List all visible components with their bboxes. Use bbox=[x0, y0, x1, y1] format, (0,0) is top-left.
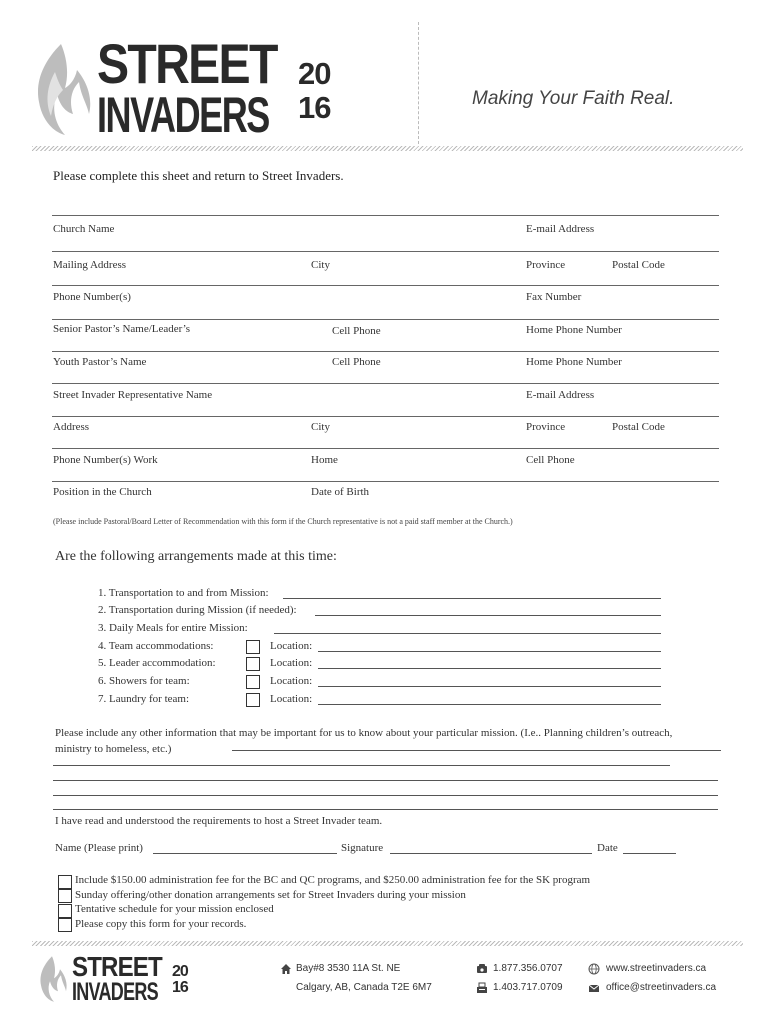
location-line[interactable] bbox=[318, 651, 661, 652]
footer-flame-logo-icon bbox=[38, 955, 68, 1003]
city-label[interactable]: City bbox=[311, 259, 330, 271]
home-icon bbox=[280, 963, 292, 975]
other-info-line[interactable] bbox=[232, 750, 721, 751]
laundry-checkbox[interactable] bbox=[246, 693, 260, 707]
field-line bbox=[52, 481, 719, 482]
email-label[interactable]: E-mail Address bbox=[526, 223, 595, 235]
rep-name-label[interactable]: Street Invader Representative Name bbox=[53, 389, 213, 401]
arrangement-item: 1. Transportation to and from Mission: bbox=[98, 587, 269, 599]
other-info-line[interactable] bbox=[53, 809, 718, 810]
province-label[interactable]: Province bbox=[526, 259, 566, 271]
other-info-line[interactable] bbox=[53, 795, 718, 796]
location-line[interactable] bbox=[318, 704, 661, 705]
youth-cell-phone-label[interactable]: Cell Phone bbox=[332, 356, 381, 368]
phone-numbers-label[interactable]: Phone Number(s) bbox=[53, 291, 131, 303]
arrangement-item: 4. Team accommodations: bbox=[98, 640, 214, 652]
header-separator bbox=[32, 146, 743, 151]
flame-logo-icon bbox=[33, 42, 93, 137]
admin-fee-text: Include $150.00 administration fee for the BC and QC programs, and $250.00 administration fee for the SK program bbox=[75, 874, 591, 886]
showers-checkbox[interactable] bbox=[246, 675, 260, 689]
schedule-text: Tentative schedule for your mission enclosed bbox=[75, 903, 274, 915]
footer-logo-street-text: STREET bbox=[72, 951, 162, 982]
agreement-text: I have read and understood the requirements to host a Street Invader team. bbox=[55, 815, 383, 827]
phone-icon bbox=[476, 963, 488, 975]
arrangement-item: 6. Showers for team: bbox=[98, 675, 190, 687]
field-line bbox=[52, 383, 719, 384]
logo-street-text: STREET bbox=[97, 32, 277, 95]
footer-address-line1: Bay#8 3530 11A St. NE bbox=[296, 963, 401, 974]
copy-checkbox[interactable] bbox=[58, 918, 72, 932]
location-label: Location: bbox=[270, 640, 313, 652]
fax-icon bbox=[476, 982, 488, 994]
arrangements-title: Are the following arrangements made at this time: bbox=[55, 549, 337, 564]
footer-logo-year-top: 20 bbox=[172, 963, 188, 980]
senior-home-phone-label[interactable]: Home Phone Number bbox=[526, 324, 622, 336]
footer-fax[interactable]: 1.403.717.0709 bbox=[493, 982, 563, 993]
arrangement-item: 5. Leader accommodation: bbox=[98, 657, 216, 669]
mailing-address-label[interactable]: Mailing Address bbox=[53, 259, 127, 271]
date-label: Date bbox=[597, 842, 618, 854]
globe-icon bbox=[588, 963, 600, 975]
leader-accommodation-checkbox[interactable] bbox=[246, 657, 260, 671]
footer-email-link[interactable]: office@streetinvaders.ca bbox=[606, 982, 717, 993]
field-line bbox=[52, 251, 719, 252]
postal-code-label[interactable]: Postal Code bbox=[612, 259, 665, 271]
logo-year-top: 20 bbox=[298, 56, 331, 91]
signature-line[interactable] bbox=[390, 853, 592, 854]
recommendation-note: (Please include Pastoral/Board Letter of Recommendation with this form if the Church representative is not a paid staff member at the Church.) bbox=[53, 517, 513, 526]
location-label: Location: bbox=[270, 675, 313, 687]
field-line bbox=[52, 351, 719, 352]
logo-invaders-text: INVADERS bbox=[97, 87, 269, 143]
arrangement-item: 3. Daily Meals for entire Mission: bbox=[98, 622, 248, 634]
date-line[interactable] bbox=[623, 853, 676, 854]
position-label[interactable]: Position in the Church bbox=[53, 486, 152, 498]
field-line bbox=[52, 416, 719, 417]
rep-email-label[interactable]: E-mail Address bbox=[526, 389, 595, 401]
intro-text: Please complete this sheet and return to Street Invaders. bbox=[53, 168, 344, 183]
rep-cell-phone-label[interactable]: Cell Phone bbox=[526, 454, 575, 466]
location-label: Location: bbox=[270, 657, 313, 669]
youth-pastor-label[interactable]: Youth Pastor’s Name bbox=[53, 356, 147, 368]
logo-year-bottom: 16 bbox=[298, 90, 331, 125]
copy-text: Please copy this form for your records. bbox=[75, 918, 247, 930]
footer-web-link[interactable]: www.streetinvaders.ca bbox=[606, 963, 707, 974]
name-print-label: Name (Please print) bbox=[55, 842, 143, 854]
offering-checkbox[interactable] bbox=[58, 889, 72, 903]
schedule-checkbox[interactable] bbox=[58, 904, 72, 918]
rep-province-label[interactable]: Province bbox=[526, 421, 566, 433]
footer-logo-year-bottom: 16 bbox=[172, 979, 188, 996]
dob-label[interactable]: Date of Birth bbox=[311, 486, 370, 498]
other-info-line[interactable] bbox=[53, 765, 670, 766]
signature-label: Signature bbox=[341, 842, 384, 854]
rep-city-label[interactable]: City bbox=[311, 421, 330, 433]
arrangement-line[interactable] bbox=[274, 633, 661, 634]
senior-cell-phone-label[interactable]: Cell Phone bbox=[332, 325, 381, 337]
location-label: Location: bbox=[270, 693, 313, 705]
footer-phone[interactable]: 1.877.356.0707 bbox=[493, 963, 563, 974]
location-line[interactable] bbox=[318, 668, 661, 669]
name-line[interactable] bbox=[153, 853, 337, 854]
phone-home-label[interactable]: Home bbox=[311, 454, 338, 466]
youth-home-phone-label[interactable]: Home Phone Number bbox=[526, 356, 622, 368]
church-name-label[interactable]: Church Name bbox=[53, 223, 115, 235]
senior-pastor-label[interactable]: Senior Pastor’s Name/Leader’s bbox=[53, 323, 191, 335]
arrangement-item: 7. Laundry for team: bbox=[98, 693, 190, 705]
mail-icon bbox=[588, 982, 600, 994]
team-accommodations-checkbox[interactable] bbox=[246, 640, 260, 654]
location-line[interactable] bbox=[318, 686, 661, 687]
rep-postal-code-label[interactable]: Postal Code bbox=[612, 421, 665, 433]
arrangement-line[interactable] bbox=[283, 598, 661, 599]
field-line bbox=[52, 215, 719, 216]
admin-fee-checkbox[interactable] bbox=[58, 875, 72, 889]
footer-separator bbox=[32, 941, 743, 946]
arrangement-line[interactable] bbox=[315, 615, 661, 616]
field-line bbox=[52, 285, 719, 286]
fax-number-label[interactable]: Fax Number bbox=[526, 291, 582, 303]
field-line bbox=[52, 448, 719, 449]
arrangement-item: 2. Transportation during Mission (if needed): bbox=[98, 604, 297, 616]
phone-work-label[interactable]: Phone Number(s) Work bbox=[53, 454, 158, 466]
footer-address-line2: Calgary, AB, Canada T2E 6M7 bbox=[296, 982, 432, 993]
tagline: Making Your Faith Real. bbox=[472, 88, 675, 109]
other-info-text: Please include any other information that may be important for us to know about your particular mission. (I.e.. Planning children’s outreach, ministry to homeless, etc.) bbox=[55, 727, 673, 755]
header-divider bbox=[418, 22, 419, 144]
offering-text: Sunday offering/other donation arrangements set for Street Invaders during your mission bbox=[75, 889, 466, 901]
field-line bbox=[52, 319, 719, 320]
rep-address-label[interactable]: Address bbox=[53, 421, 90, 433]
other-info-line[interactable] bbox=[53, 780, 718, 781]
footer-logo-invaders-text: INVADERS bbox=[72, 978, 158, 1006]
